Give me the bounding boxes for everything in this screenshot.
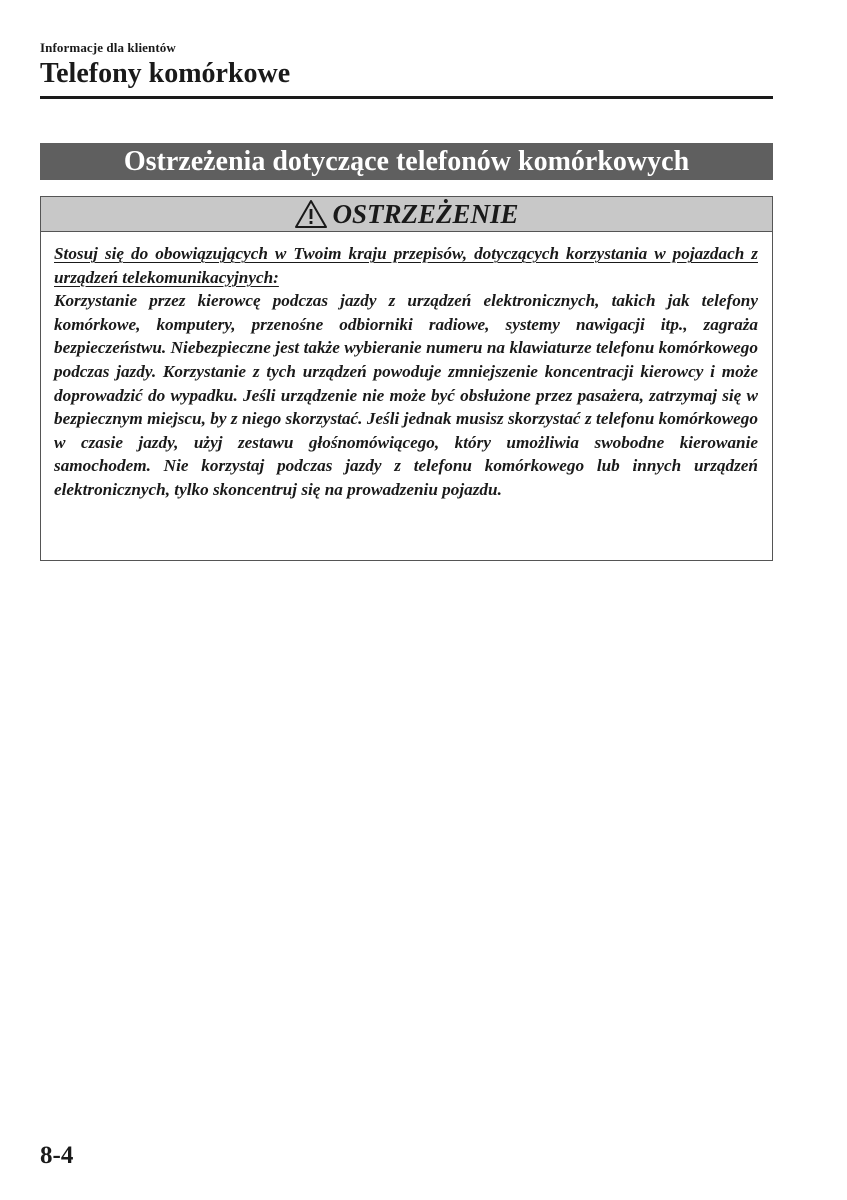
warning-triangle-icon (294, 199, 328, 229)
warning-label: OSTRZEŻENIE (332, 199, 519, 229)
warning-box (40, 196, 773, 561)
warning-body (41, 232, 772, 502)
chapter-title: Telefony komórkowe (40, 58, 291, 89)
section-heading: Ostrzeżenia dotyczące telefonów komórkowych (40, 143, 773, 180)
title-rule (40, 96, 773, 99)
warning-header (41, 197, 772, 232)
section-label: Informacje dla klientów (40, 40, 176, 55)
page-number: 8-4 (40, 1142, 74, 1169)
warning-lead: Stosuj się do obowiązujących w Twoim kraju przepisów, dotyczących korzystania w pojazdach z urządzeń telekomunikacyjnych: (54, 244, 758, 287)
warning-text: Korzystanie przez kierowcę podczas jazdy z urządzeń elektronicznych, takich jak telefony komórkowe, komputery, przenośne odbiorniki radiowe, systemy nawigacji itp., zagraża bezpieczeństwu. Niebezpieczne jest także wybieranie numeru na klawiaturze telefonu komórkowego podczas jazdy. Korzystanie z tych urządzeń powoduje zmniejszenie koncentracji kierowcy i może doprowadzić do wypadku. Jeśli urządzenie nie może być obsłużone przez pasażera, zatrzymaj się w bezpiecznym miejscu, by z niego skorzystać. Jeśli jednak musisz skorzystać z telefonu komórkowego w czasie jazdy, użyj zestawu głośnomówiącego, który umożliwia swobodne kierowanie samochodem. Nie korzystaj podczas jazdy z telefonu komórkowego lub innych urządzeń elektronicznych, tylko skoncentruj się na prowadzeniu pojazdu. (54, 291, 758, 499)
